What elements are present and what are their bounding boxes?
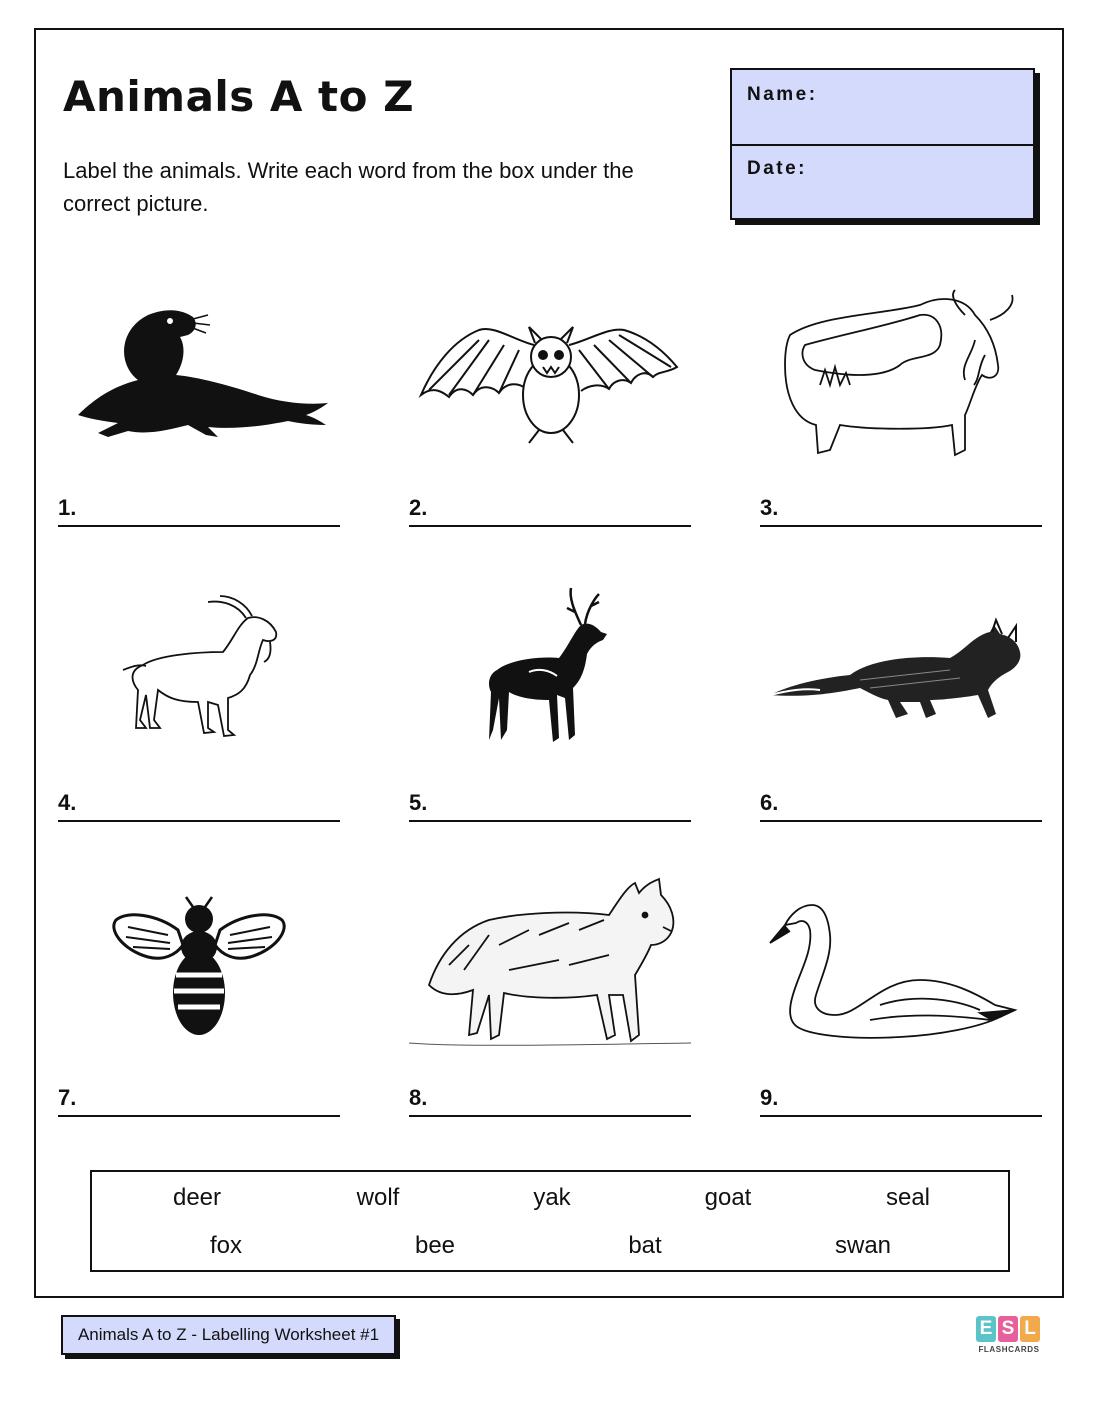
answer-line-6[interactable]	[760, 820, 1042, 822]
swan-icon	[760, 875, 1042, 1075]
word-bank-item: deer	[172, 1184, 222, 1211]
answer-line-9[interactable]	[760, 1115, 1042, 1117]
item-number: 8.	[409, 1085, 428, 1110]
item-5	[409, 580, 691, 840]
item-number: 2.	[409, 495, 428, 520]
word-bank-item: seal	[885, 1184, 931, 1211]
item-3	[760, 285, 1042, 545]
word-bank-item: swan	[834, 1232, 892, 1259]
answer-line-8[interactable]	[409, 1115, 691, 1117]
answer-line-5[interactable]	[409, 820, 691, 822]
deer-icon	[409, 580, 691, 780]
item-number: 4.	[58, 790, 77, 815]
item-number: 5.	[409, 790, 428, 815]
answer-line-2[interactable]	[409, 525, 691, 527]
item-2	[409, 285, 691, 545]
bee-icon	[58, 875, 340, 1075]
wolf-icon	[409, 875, 691, 1075]
logo-letter: L	[1020, 1316, 1040, 1342]
answer-line-3[interactable]	[760, 525, 1042, 527]
word-bank-item: wolf	[356, 1184, 400, 1211]
date-label: Date:	[747, 158, 808, 179]
answer-line-7[interactable]	[58, 1115, 340, 1117]
word-bank-item: bat	[628, 1232, 662, 1259]
bat-icon	[409, 285, 691, 485]
fox-icon	[760, 580, 1042, 780]
item-9	[760, 875, 1042, 1135]
item-number: 1.	[58, 495, 77, 520]
word-bank-item: bee	[414, 1232, 456, 1259]
logo-letter: S	[998, 1316, 1018, 1342]
logo-subtitle: FLASHCARDS	[978, 1345, 1040, 1354]
item-1	[58, 285, 340, 545]
name-label: Name:	[747, 84, 818, 105]
item-7	[58, 875, 340, 1135]
word-bank-item: fox	[209, 1232, 243, 1259]
worksheet-title: Animals A to Z	[63, 72, 415, 121]
name-field[interactable]	[732, 70, 1033, 146]
item-number: 9.	[760, 1085, 779, 1110]
item-number: 3.	[760, 495, 779, 520]
answer-line-1[interactable]	[58, 525, 340, 527]
item-number: 6.	[760, 790, 779, 815]
item-8	[409, 875, 691, 1135]
item-number: 7.	[58, 1085, 77, 1110]
date-field[interactable]	[732, 144, 1033, 218]
word-bank-item: goat	[704, 1184, 752, 1211]
word-bank	[90, 1170, 1010, 1272]
goat-icon	[58, 580, 340, 780]
item-4	[58, 580, 340, 840]
item-6	[760, 580, 1042, 840]
logo-letter: E	[976, 1316, 996, 1342]
footer-label: Animals A to Z - Labelling Worksheet #1	[61, 1315, 396, 1355]
name-date-box	[730, 68, 1035, 220]
yak-icon	[760, 285, 1042, 485]
seal-icon	[58, 285, 340, 485]
instructions: Label the animals. Write each word from the box under the correct picture.	[63, 158, 634, 216]
esl-flashcards-logo	[976, 1316, 1042, 1358]
word-bank-item: yak	[533, 1184, 571, 1211]
answer-line-4[interactable]	[58, 820, 340, 822]
